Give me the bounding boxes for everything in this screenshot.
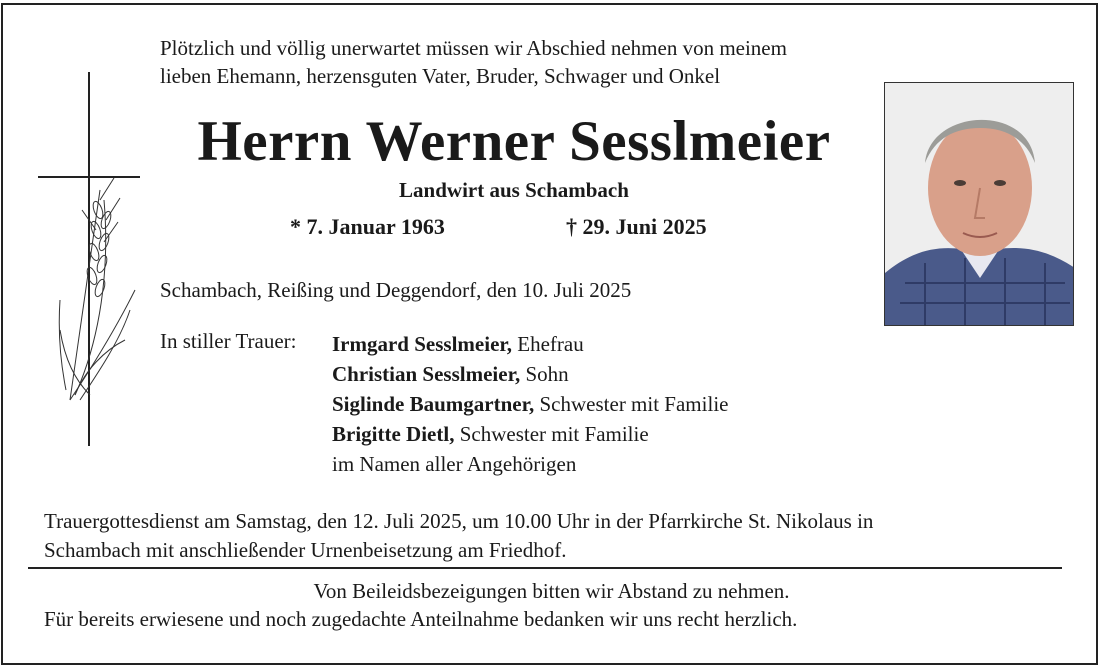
mourner-entry: Brigitte Dietl, Schwester mit Familie bbox=[332, 422, 649, 446]
birth-date: * 7. Januar 1963 bbox=[290, 214, 445, 239]
thanks-note: Für bereits erwiesene und noch zugedachte Anteilnahme bedanken wir uns recht herzlich. bbox=[44, 607, 798, 631]
place-date: Schambach, Reißing und Deggendorf, den 10. Juli 2025 bbox=[160, 278, 632, 302]
intro-line-1: Plötzlich und völlig unerwartet müssen wir Abschied nehmen von meinem bbox=[160, 36, 787, 60]
mourner-entry: Irmgard Sesslmeier, Ehefrau bbox=[332, 332, 584, 356]
service-info bbox=[44, 507, 873, 565]
portrait-image bbox=[885, 83, 1074, 326]
deceased-occupation: Landwirt aus Schambach bbox=[399, 178, 629, 202]
mourners-label: In stiller Trauer: bbox=[160, 329, 297, 353]
portrait-photo bbox=[884, 82, 1074, 326]
divider bbox=[28, 567, 1062, 569]
intro-line-2: lieben Ehemann, herzensguten Vater, Bruder, Schwager und Onkel bbox=[160, 64, 721, 88]
service-line-2: Schambach mit anschließender Urnenbeisetzung am Friedhof. bbox=[44, 538, 567, 562]
service-line-1: Trauergottesdienst am Samstag, den 12. Juli 2025, um 10.00 Uhr in der Pfarrkirche St. Nikolaus in bbox=[44, 509, 874, 533]
intro-text bbox=[160, 34, 787, 90]
death-date: † 29. Juni 2025 bbox=[566, 214, 707, 239]
mourners-list bbox=[332, 329, 728, 479]
mourner-entry: Siglinde Baumgartner, Schwester mit Familie bbox=[332, 392, 729, 416]
mourners-footer: im Namen aller Angehörigen bbox=[332, 452, 577, 476]
closing-note: Von Beileidsbezeigungen bitten wir Abstand zu nehmen. bbox=[313, 579, 790, 603]
deceased-name: Herrn Werner Sesslmeier bbox=[197, 110, 831, 173]
mourner-entry: Christian Sesslmeier, Sohn bbox=[332, 362, 569, 386]
